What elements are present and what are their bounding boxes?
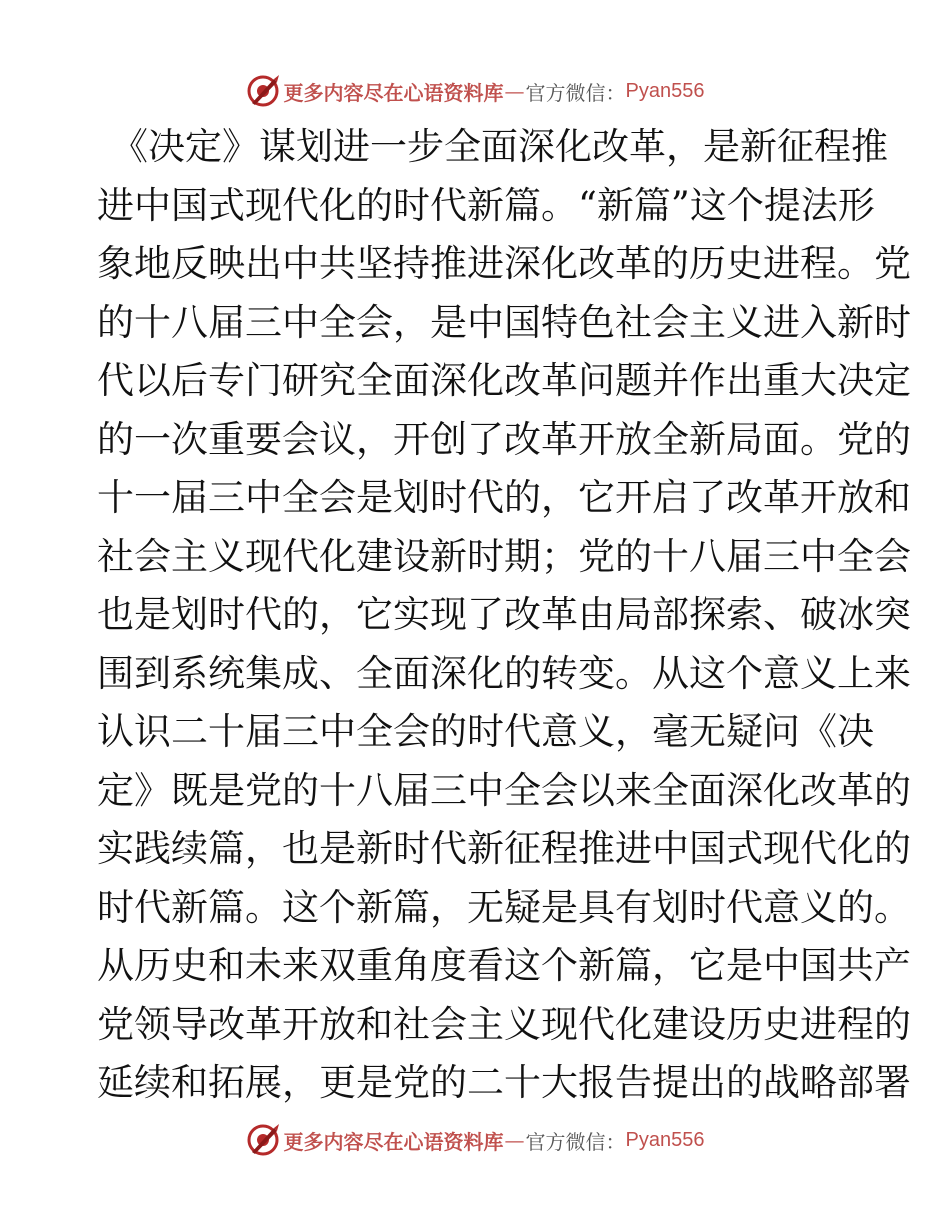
watermark-dash: — <box>504 1128 525 1152</box>
body-line: 的一次重要会议，开创了改革开放全新局面。党的 <box>97 417 911 461</box>
body-line: 时代新篇。这个新篇，无疑是具有划时代意义的。 <box>97 885 911 929</box>
watermark-official-label: 官方微信： <box>525 1129 626 1154</box>
pen-circle-logo-icon <box>246 74 280 108</box>
body-line: 十一届三中全会是划时代的，它开启了改革开放和 <box>97 476 911 519</box>
body-line: 延续和拓展，更是党的二十大报告提出的战略部署 <box>97 1061 911 1104</box>
watermark-handle: Pyan556 <box>625 1128 705 1151</box>
body-line: 代以后专门研究全面深化改革问题并作出重大决定 <box>97 359 911 402</box>
watermark-official-label: 官方微信： <box>525 80 626 105</box>
watermark-header <box>0 71 950 111</box>
body-line: 从历史和未来双重角度看这个新篇，它是中国共产 <box>97 944 911 987</box>
watermark-handle: Pyan556 <box>625 79 705 102</box>
body-line: 围到系统集成、全面深化的转变。从这个意义上来 <box>97 651 911 695</box>
watermark-main-text: 更多内容尽在心语资料库 <box>283 80 504 105</box>
body-line: 《决定》谋划进一步全面深化改革，是新征程推 <box>111 125 888 168</box>
watermark-footer <box>0 1120 950 1160</box>
body-line: 象地反映出中共坚持推进深化改革的历史进程。党 <box>97 242 911 285</box>
body-line: 的十八届三中全会，是中国特色社会主义进入新时 <box>97 300 911 344</box>
pen-circle-logo-icon <box>246 1123 280 1157</box>
body-paragraph <box>97 118 911 1113</box>
body-line: 也是划时代的，它实现了改革由局部探索、破冰突 <box>97 593 911 636</box>
body-line: 进中国式现代化的时代新篇。“新篇”这个提法形 <box>97 183 875 227</box>
watermark-dash: — <box>504 79 525 103</box>
body-line: 实践续篇，也是新时代新征程推进中国式现代化的 <box>97 827 911 870</box>
watermark-main-text: 更多内容尽在心语资料库 <box>283 1129 504 1154</box>
body-line: 认识二十届三中全会的时代意义，毫无疑问《决 <box>97 710 874 753</box>
body-line: 定》既是党的十八届三中全会以来全面深化改革的 <box>97 768 911 812</box>
body-line: 党领导改革开放和社会主义现代化建设历史进程的 <box>97 1002 911 1046</box>
body-line: 社会主义现代化建设新时期；党的十八届三中全会 <box>97 534 911 578</box>
